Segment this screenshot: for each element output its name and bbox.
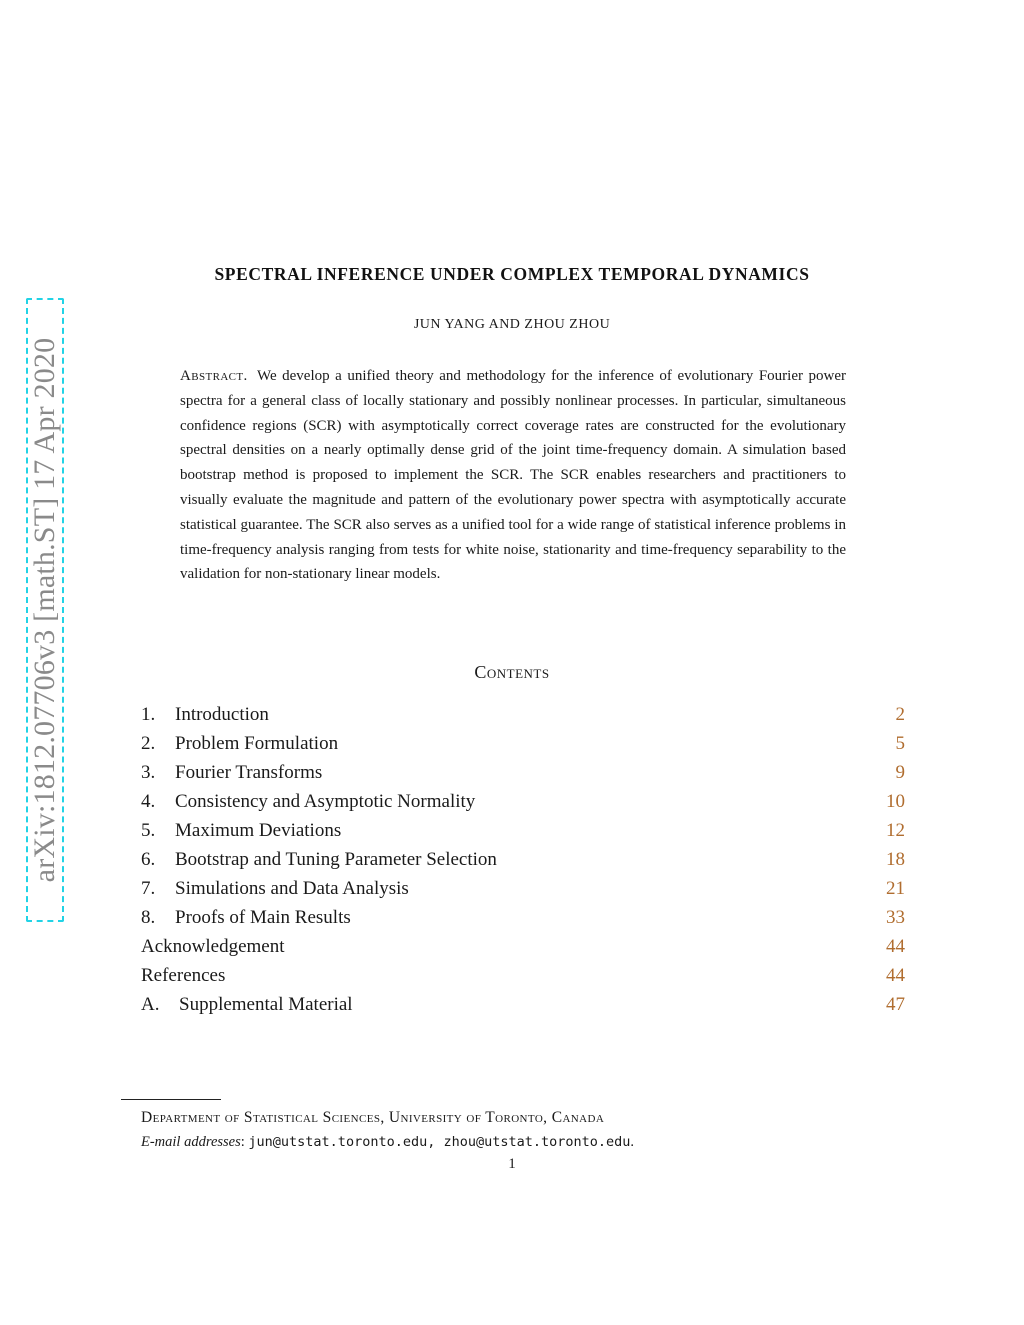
email-label: E-mail addresses <box>141 1134 241 1150</box>
paper-authors: JUN YANG AND ZHOU ZHOU <box>413 317 611 332</box>
toc-page-link[interactable]: 44 <box>886 965 905 986</box>
toc-entry-fourier-transforms[interactable] <box>141 762 905 791</box>
toc-entry-number: 7. <box>141 878 156 899</box>
footnote-rule <box>121 1099 221 1100</box>
toc-entry-title: Simulations and Data Analysis <box>175 878 409 899</box>
toc-page-link[interactable]: 33 <box>886 907 905 928</box>
toc-page-link[interactable]: 18 <box>886 849 905 870</box>
page-number: 1 <box>508 1156 516 1172</box>
toc-page-link[interactable]: 21 <box>886 878 905 899</box>
toc-entry-number: 4. <box>141 791 156 812</box>
toc-entry-title: Problem Formulation <box>175 733 339 754</box>
paper-title: SPECTRAL INFERENCE UNDER COMPLEX TEMPORAL DYNAMICS <box>214 264 810 284</box>
toc-entry-title: Fourier Transforms <box>175 762 323 783</box>
toc-entry-bootstrap[interactable] <box>141 849 905 878</box>
toc-entry-title: Acknowledgement <box>141 936 285 957</box>
toc-entry-title: Bootstrap and Tuning Parameter Selection <box>175 849 497 870</box>
toc-page-link[interactable]: 44 <box>886 936 905 957</box>
toc-page-link[interactable]: 2 <box>895 704 905 725</box>
affiliation: Department of Statistical Sciences, University of Toronto, Canada <box>141 1109 605 1126</box>
toc-page-link[interactable]: 47 <box>886 994 905 1015</box>
toc-entry-maximum-deviations[interactable] <box>141 820 905 849</box>
table-of-contents <box>141 704 905 1023</box>
toc-page-link[interactable]: 5 <box>895 733 905 754</box>
toc-entry-title: Consistency and Asymptotic Normality <box>175 791 476 812</box>
toc-entry-number: A. <box>141 994 160 1015</box>
toc-entry-title: Supplemental Material <box>179 994 353 1015</box>
toc-page-link[interactable]: 9 <box>895 762 905 783</box>
toc-page-link[interactable]: 10 <box>886 791 905 812</box>
toc-entry-title: Introduction <box>175 704 269 725</box>
toc-entry-number: 2. <box>141 733 156 754</box>
toc-page-link[interactable]: 12 <box>886 820 905 841</box>
toc-entry-consistency[interactable] <box>141 791 905 820</box>
toc-entry-title: Proofs of Main Results <box>175 907 351 928</box>
contents-heading: Contents <box>474 662 550 682</box>
abstract-label: Abstract. <box>180 368 248 384</box>
toc-entry-number: 1. <box>141 704 156 725</box>
arxiv-identifier[interactable]: arXiv:1812.07706v3 [math.ST] 17 Apr 2020 <box>28 337 61 883</box>
toc-entry-number: 6. <box>141 849 156 870</box>
email-line: E-mail addresses: jun@utstat.toronto.edu, zhou@utstat.toronto.edu. <box>141 1134 635 1150</box>
toc-entry-number: 8. <box>141 907 156 928</box>
toc-entry-introduction[interactable] <box>141 704 905 733</box>
abstract-text: We develop a unified theory and methodology for the inference of evolutionary Fourier power spectra for a general class of locally stationary and possibly nonlinear processes. In particular, simultaneous confidence regions (SCR) with asymptotically correct coverage rates are constructed for the evolutionary spectral densities on a nearly optimally dense grid of the joint time-frequency domain. A simulation based bootstrap method is proposed to implement the SCR. The SCR enables researchers and practitioners to visually evaluate the magnitude and pattern of the evolutionary power spectra with asymptotically accurate statistical guarantee. The SCR also serves as a unified tool for a wide range of statistical inference problems in time-frequency analysis ranging from tests for white noise, stationarity and time-frequency separability to the validation for non-stationary linear models. <box>180 368 847 583</box>
toc-entry-simulations[interactable] <box>141 878 905 907</box>
email-addresses[interactable]: jun@utstat.toronto.edu, zhou@utstat.toronto.edu <box>248 1134 631 1150</box>
abstract <box>180 364 846 587</box>
toc-entry-title: References <box>141 965 226 986</box>
toc-entry-title: Maximum Deviations <box>175 820 342 841</box>
toc-entry-acknowledgement[interactable] <box>141 936 905 965</box>
toc-entry-problem-formulation[interactable] <box>141 733 905 762</box>
toc-entry-references[interactable] <box>141 965 905 994</box>
toc-entry-supplemental[interactable] <box>141 994 905 1023</box>
toc-entry-proofs[interactable] <box>141 907 905 936</box>
toc-entry-number: 5. <box>141 820 156 841</box>
toc-entry-number: 3. <box>141 762 156 783</box>
